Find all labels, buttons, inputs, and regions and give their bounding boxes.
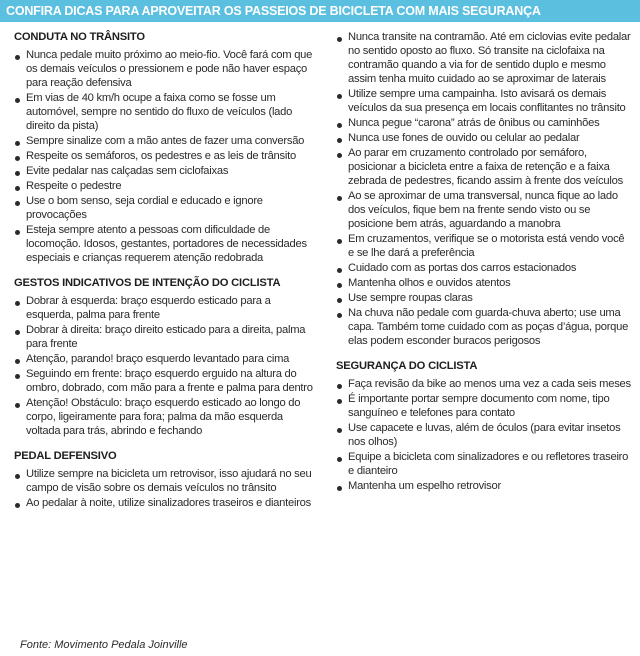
tip-item [14,352,320,366]
tips-list [14,294,320,438]
section-seguranca-do-ciclista [336,359,632,493]
bullet-icon [337,283,342,288]
tips-list [336,30,632,348]
tip-text: Dobrar à esquerda: braço esquerdo esticado para a esquerda, palma para frente [26,295,271,321]
tip-item [14,179,320,193]
bullet-icon [337,486,342,491]
bullet-icon [15,156,20,161]
bullet-icon [337,123,342,128]
tip-text: Mantenha um espelho retrovisor [348,480,501,492]
tip-text: Ao parar em cruzamento controlado por semáforo, posicionar a bicicleta entre a faixa de retenção e a faixa zebrada de pedestres, ficando assim à frente dos veículos [348,147,623,187]
tip-text: Use capacete e luvas, além de óculos (para evitar insetos nos olhos) [348,422,621,448]
bullet-icon [15,403,20,408]
tip-item [336,421,632,449]
section-title: SEGURANÇA DO CICLISTA [336,360,478,372]
tip-text: É importante portar sempre documento com nome, tipo sanguíneo e telefones para contato [348,393,610,419]
tip-item [14,223,320,265]
section-title: GESTOS INDICATIVOS DE INTENÇÃO DO CICLISTA [14,277,281,289]
bullet-icon [15,230,20,235]
tip-item [336,306,632,348]
tip-item [14,91,320,133]
bullet-icon [337,153,342,158]
tip-item [336,87,632,115]
bullet-icon [15,474,20,479]
tip-text: Em vias de 40 km/h ocupe a faixa como se fosse um automóvel, sempre no sentido do fluxo de veículos (lado direito da pista) [26,92,293,132]
tip-text: Atenção, parando! braço esquerdo levantado para cima [26,353,290,365]
tip-text: Nunca pedale muito próximo ao meio-fio. Você fará com que os demais veículos o pressionem e pode não haver espaço para reação defensiva [26,49,313,89]
bullet-icon [337,138,342,143]
tip-text: Respeite os semáforos, os pedestres e as leis de trânsito [26,150,296,162]
tip-text: Na chuva não pedale com guarda-chuva aberto; use uma capa. Também tome cuidado com as poças d’água, porque elas podem esconder buracos perigosos [348,307,629,347]
tip-text: Faça revisão da bike ao menos uma vez a cada seis meses [348,378,631,390]
tip-item [336,291,632,305]
bullet-icon [15,55,20,60]
right-column [336,30,632,504]
tip-item [336,276,632,290]
bullet-icon [15,201,20,206]
tip-item [14,367,320,395]
bullet-icon [15,141,20,146]
tip-text: Equipe a bicicleta com sinalizadores e ou refletores traseiro e dianteiro [348,451,629,477]
bullet-icon [337,298,342,303]
bullet-icon [15,171,20,176]
tip-text: Mantenha olhos e ouvidos atentos [348,277,511,289]
tip-text: Dobrar à direita: braço direito esticado para a direita, palma para frente [26,324,306,350]
tip-item [14,164,320,178]
bullet-icon [15,374,20,379]
tip-text: Sempre sinalize com a mão antes de fazer uma conversão [26,135,305,147]
tip-item [14,496,320,510]
bullet-icon [337,457,342,462]
tip-text: Utilize sempre na bicicleta um retrovisor, isso ajudará no seu campo de visão sobre os demais veículos no trânsito [26,468,312,494]
bullet-icon [337,268,342,273]
tip-text: Em cruzamentos, verifique se o motorista está vendo você e se lhe dará a preferência [348,233,625,259]
bullet-icon [337,196,342,201]
bullet-icon [15,359,20,364]
right-section-continued [336,30,632,348]
section-conduta-no-transito [14,30,320,265]
section-title: PEDAL DEFENSIVO [14,450,117,462]
bullet-icon [337,428,342,433]
section-title: CONDUTA NO TRÂNSITO [14,31,145,43]
tip-item [14,149,320,163]
bullet-icon [337,94,342,99]
tip-item [14,48,320,90]
bullet-icon [337,313,342,318]
tip-text: Nunca use fones de ouvido ou celular ao pedalar [348,132,580,144]
bullet-icon [15,301,20,306]
tip-text: Use sempre roupas claras [348,292,473,304]
section-pedal-defensivo [14,449,320,510]
tip-text: Evite pedalar nas calçadas sem ciclofaixas [26,165,229,177]
tip-item [336,479,632,493]
section-gestos-indicativos-de-intencao-do-ciclista [14,276,320,438]
tip-text: Esteja sempre atento a pessoas com dificuldade de locomoção. Idosos, gestantes, portadores de necessidades especiais e crianças requerem atenção redobrada [26,224,307,264]
tip-text: Respeite o pedestre [26,180,122,192]
tip-item [336,30,632,86]
left-column [14,30,320,521]
bullet-icon [15,503,20,508]
tip-item [336,131,632,145]
tip-item [14,194,320,222]
tip-item [336,392,632,420]
infographic-header: CONFIRA DICAS PARA APROVEITAR OS PASSEIOS DE BICICLETA COM MAIS SEGURANÇA [0,0,640,22]
source-credit: Fonte: Movimento Pedala Joinville [20,639,188,651]
tip-text: Seguindo em frente: braço esquerdo erguido na altura do ombro, dobrado, com mão para a frente e palma para dentro [26,368,313,394]
tip-item [14,294,320,322]
tip-item [14,323,320,351]
tip-item [336,146,632,188]
tip-text: Nunca pegue “carona” atrás de ônibus ou caminhões [348,117,600,129]
tip-text: Atenção! Obstáculo: braço esquerdo esticado ao longo do corpo, ligeiramente para fora; palma da mão esquerda voltada para trás, abrindo e fechando [26,397,301,437]
tips-list [14,467,320,510]
bullet-icon [337,37,342,42]
tip-item [336,450,632,478]
tips-list [14,48,320,265]
tip-text: Nunca transite na contramão. Até em ciclovias evite pedalar no sentido oposto ao fluxo. Só transite na ciclofaixa na contramão quando a via for de sentido duplo e mesmo assim tenha muito cuidado ao se aproximar de laterais [348,31,631,85]
tip-item [336,116,632,130]
bullet-icon [337,239,342,244]
tip-item [14,396,320,438]
tips-list [336,377,632,493]
tip-item [336,232,632,260]
tip-item [336,189,632,231]
tip-item [14,467,320,495]
tip-text: Use o bom senso, seja cordial e educado e ignore provocações [26,195,263,221]
tip-item [336,261,632,275]
tip-text: Ao se aproximar de uma transversal, nunca fique ao lado dos veículos, fique bem na frente sendo visto ou se posicione bem atrás, aguardando a manobra [348,190,618,230]
tip-item [336,377,632,391]
tip-text: Cuidado com as portas dos carros estacionados [348,262,577,274]
bullet-icon [337,399,342,404]
tip-text: Utilize sempre uma campainha. Isto avisará os demais veículos da sua presença em locais conflitantes no trânsito [348,88,626,114]
tip-item [14,134,320,148]
bullet-icon [15,330,20,335]
bullet-icon [15,186,20,191]
tip-text: Ao pedalar à noite, utilize sinalizadores traseiros e dianteiros [26,497,311,509]
bullet-icon [15,98,20,103]
bullet-icon [337,384,342,389]
